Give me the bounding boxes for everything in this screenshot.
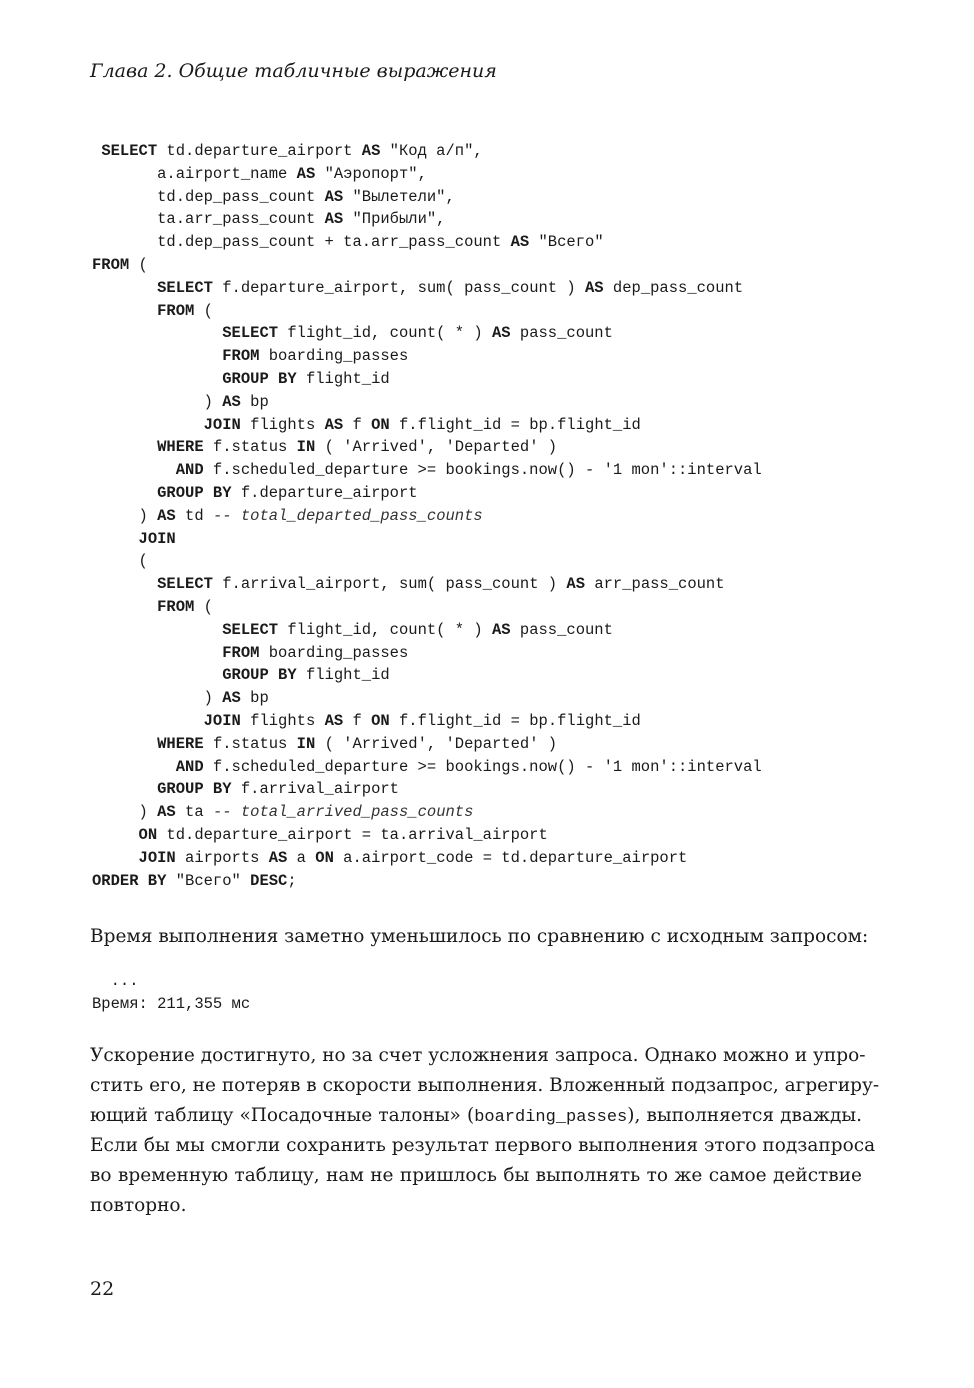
paragraph-line: во временную таблицу, нам не пришлось бы выполнять то же самое действие (90, 1165, 862, 1186)
sql-code-block: SELECT td.departure_airport AS "Код а/п", a.airport_name AS "Аэропорт", td.dep_pass_count AS "Вылетели", ta.arr_pass_count AS "Прибыли", td.dep_pass_count + ta.arr_pass_count AS "Всего" FROM ( SELECT f.departure_airport, sum( pass_count ) AS dep_pass_count FROM ( SELECT flight_id, count( * ) AS pass_count FROM boarding_passes GROUP BY flight_id ) AS bp JOIN flights AS f ON f.flight_id = bp.flight_id WHERE f.status IN ( 'Arrived', 'Departed' ) AND f.scheduled_departure >= bookings.now() - '1 mon'::interval GROUP BY f.departure_airport ) AS td -- total_departed_pass_counts JOIN ( SELECT f.arrival_airport, sum( pass_count ) AS arr_pass_count FROM ( SELECT flight_id, count( * ) AS pass_count FROM boarding_passes GROUP BY flight_id ) AS bp JOIN flights AS f ON f.flight_id = bp.flight_id WHERE f.status IN ( 'Arrived', 'Departed' ) AND f.scheduled_departure >= bookings.now() - '1 mon'::interval GROUP BY f.arrival_airport ) AS ta -- total_arrived_pass_counts ON td.departure_airport = ta.arrival_airport JOIN airports AS a ON a.airport_code = td.departure_airport ORDER BY "Всего" DESC; (92, 142, 762, 890)
inline-code-boarding-passes: boarding_passes (474, 1108, 628, 1127)
query-output (92, 970, 250, 1016)
paragraph-line: Ускорение достигнуто, но за счет усложнения запроса. Однако можно и упро- (90, 1045, 866, 1066)
output-time: Время: 211,355 мс (92, 994, 251, 1013)
paragraph-line: Если бы мы смогли сохранить результат первого выполнения этого подзапроса (90, 1135, 876, 1156)
paragraph-explanation (90, 1041, 880, 1221)
page-number: 22 (90, 1278, 115, 1300)
paragraph-line: повторно. (90, 1195, 187, 1216)
chapter-header: Глава 2. Общие табличные выражения (90, 60, 497, 82)
paragraph-line: ющий таблицу «Посадочные талоны» (boarding_passes), выполняется дважды. (90, 1105, 862, 1127)
paragraph-line: стить его, не потеряв в скорости выполнения. Вложенный подзапрос, агрегиру- (90, 1075, 880, 1096)
output-ellipsis: ... (110, 972, 139, 990)
paragraph-execution-time: Время выполнения заметно уменьшилось по сравнению с исходным запросом: (90, 926, 869, 947)
